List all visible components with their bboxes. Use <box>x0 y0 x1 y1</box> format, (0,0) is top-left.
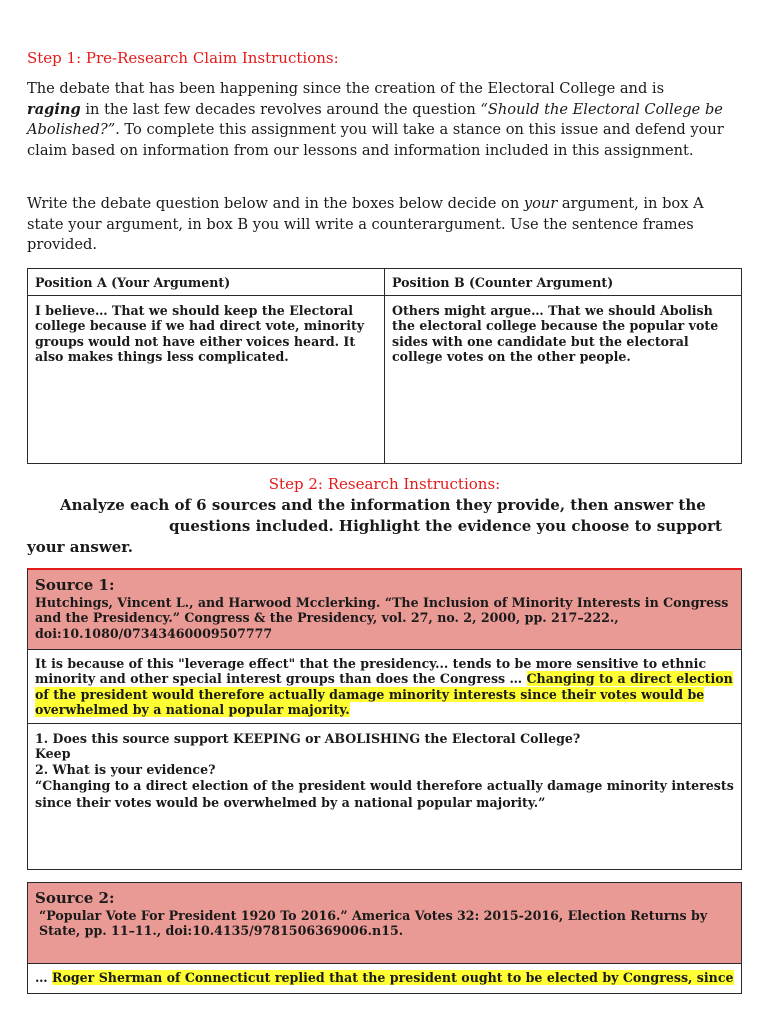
step2-line-1: Analyze each of 6 sources and the information they provide, then answer the <box>60 496 706 514</box>
source-1-box <box>27 568 742 870</box>
p2-text-b: argument, in box A state your argument, in box B you will write a counterargument. Use the sentence frames provided. <box>27 195 704 253</box>
step2-line-2: questions included. Highlight the evidence you choose to support <box>169 517 722 535</box>
p2-text-a: Write the debate question below and in the boxes below decide on <box>27 195 524 212</box>
source-1-question-2: 2. What is your evidence? <box>35 761 216 777</box>
source-2-excerpt-text: … <box>35 970 52 985</box>
p1-question: “Should the Electoral College be Abolished?” <box>27 100 723 138</box>
source-1-answer-2[interactable]: “Changing to a direct election of the president would therefore actually damage minority interests since their votes would be overwhelmed by a national popular majority.” <box>35 777 734 810</box>
source-2-excerpt <box>28 964 741 985</box>
step2-title: Step 2: Research Instructions: <box>268 475 501 493</box>
p1-text-b: in the last few decades revolves around the question <box>80 100 481 118</box>
source-1-question-1: 1. Does this source support KEEPING or ABOLISHING the Electoral College? <box>35 731 581 746</box>
p1-text-c: . To complete this assignment you will take a stance on this issue and defend your claim based on information from our lessons and information included in this assignment. <box>27 121 724 159</box>
source-1-header <box>28 570 741 650</box>
position-a-header: Position A (Your Argument) <box>28 269 385 296</box>
position-b-header: Position B (Counter Argument) <box>385 269 742 296</box>
source-1-highlighted-evidence: Changing to a direct election of the president would therefore actually damage minority interests since their votes would be overwhelmed by a national popular majority. <box>35 671 733 717</box>
source-2-box <box>27 882 742 994</box>
position-a-answer[interactable]: I believe… That we should keep the Electoral college because if we had direct vote, minority groups would not have either voices heard. It also makes things less complicated. <box>28 296 385 464</box>
source-2-title: Source 2: <box>35 889 115 907</box>
step1-paragraph-2 <box>27 194 739 256</box>
position-table <box>27 268 742 464</box>
source-1-title: Source 1: <box>35 576 115 594</box>
source-2-citation: “Popular Vote For President 1920 To 2016.” America Votes 32: 2015-2016, Election Returns by State, pp. 11–11., doi:10.4135/9781506369006.n15. <box>39 908 708 939</box>
source-1-excerpt <box>28 650 741 724</box>
step1-title: Step 1: Pre-Research Claim Instructions: <box>27 49 339 67</box>
source-1-citation: Hutchings, Vincent L., and Harwood Mcclerking. “The Inclusion of Minority Interests in Congress and the Presidency.” Congress & the Presidency, vol. 27, no. 2, 2000, pp. 217–222., doi:10.1080/07343460009507777 <box>35 595 729 641</box>
source-1-answer-1[interactable]: Keep <box>35 746 71 762</box>
p1-text-a: The debate that has been happening since the creation of the Electoral College and is <box>27 80 665 97</box>
p1-emphasis: raging <box>27 100 81 118</box>
source-2-header <box>28 883 741 964</box>
step2-instructions <box>27 495 739 558</box>
p2-emphasis: your <box>523 195 558 212</box>
source-1-excerpt-text: It is because of this "leverage effect" that the presidency... tends to be more sensitive to ethnic minority and other special interest groups than does the Congress … <box>35 656 707 687</box>
source-2-highlighted-evidence: Roger Sherman of Connecticut replied that the president ought to be elected by Congress, since <box>51 970 734 985</box>
position-b-answer[interactable]: Others might argue… That we should Abolish the electoral college because the popular vote sides with one candidate but the electoral college votes on the other people. <box>385 296 742 464</box>
source-1-questions[interactable] <box>28 724 741 869</box>
step2-line-3: your answer. <box>27 538 134 556</box>
step1-paragraph-1 <box>27 79 739 161</box>
